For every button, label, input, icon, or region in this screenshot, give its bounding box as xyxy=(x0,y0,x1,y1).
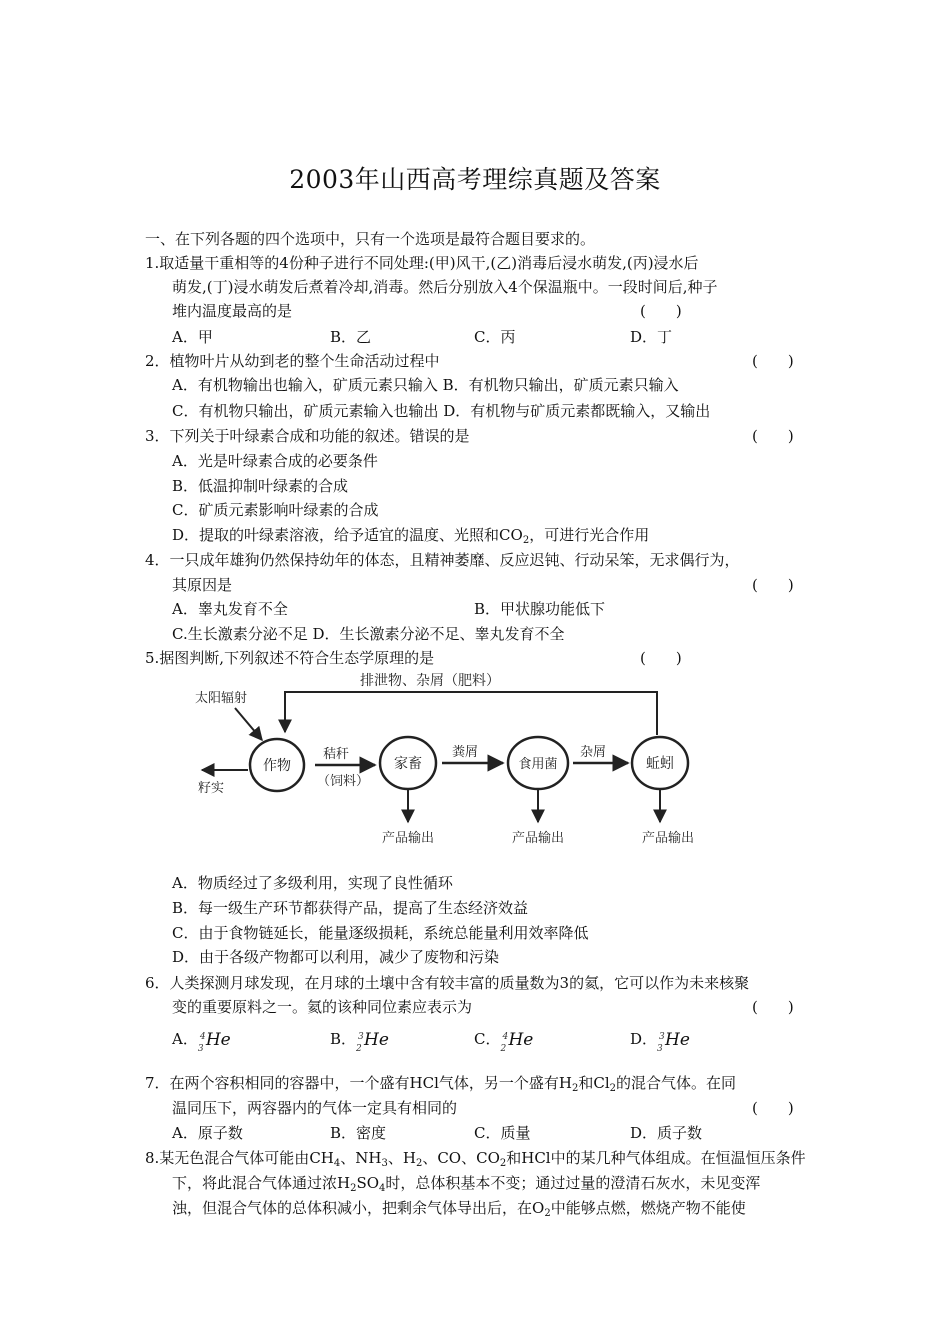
q7-line-1: 7．在两个容积相同的容器中，一个盛有HCl气体，另一个盛有$H_2$和$Cl_2$的混合气体。在同 xyxy=(145,1074,737,1094)
fodder-label: （饲料） xyxy=(317,774,370,789)
q6-option-c: C． 4 2 He xyxy=(474,1026,540,1052)
seeds-label: 籽实 xyxy=(198,781,225,796)
helium-isotope-a: 4 3 He xyxy=(197,1030,231,1054)
q5-answer-blank: ( ) xyxy=(640,649,682,667)
q4-answer-blank: ( ) xyxy=(752,576,794,594)
straw-label: 秸秆 xyxy=(323,747,350,762)
q6-line-2: 变的重要原料之一。氦的该种同位素应表示为 xyxy=(172,998,473,1016)
sun-arrow xyxy=(235,708,262,740)
q4-line-1: 4．一只成年雄狗仍然保持幼年的体态，且精神萎靡、反应迟钝、行动呆笨，无求偶行为， xyxy=(145,551,740,569)
q3-option-d: D．提取的叶绿素溶液，给予适宜的温度、光照和$CO_2$，可进行光合作用 xyxy=(172,526,650,546)
q3-option-c: C．矿质元素影响叶绿素的合成 xyxy=(172,501,379,519)
q8-line-1: 8.某无色混合气体可能由$CH_4$、$NH_3$、$H_2$、CO、$CO_2$和HCl中的某几种气体组成。在恒温恒压条件 xyxy=(145,1149,806,1169)
q8-line-2: 下，将此混合气体通过浓$H_2SO_4$时，总体积基本不变；通过过量的澄清石灰水，未见变浑 xyxy=(172,1174,761,1194)
q7-option-b: B．密度 xyxy=(330,1124,387,1142)
dung-label: 粪屑 xyxy=(452,745,479,760)
q4-line-2: 其原因是 xyxy=(172,576,233,594)
output-label-2: 产品输出 xyxy=(511,831,565,846)
q6-answer-blank: ( ) xyxy=(752,998,794,1016)
q8-line-3: 浊，但混合气体的总体积减小，把剩余气体导出后，在$O_2$中能够点燃，燃烧产物不能使 xyxy=(172,1199,746,1219)
q5-stem: 5.据图判断,下列叙述不符合生态学原理的是 xyxy=(145,649,435,667)
q3-stem: 3．下列关于叶绿素合成和功能的叙述。错误的是 xyxy=(145,427,470,445)
q1-line-1: 1.取适量干重相等的4份种子进行不同处理:(甲)风干,(乙)消毒后浸水萌发,(丙)浸水后 xyxy=(145,254,699,272)
sun-label: 太阳辐射 xyxy=(195,691,248,706)
helium-isotope-b: 3 2 He xyxy=(356,1030,389,1054)
crop-label: 作物 xyxy=(263,758,291,774)
residue-label: 杂屑 xyxy=(580,745,607,760)
q3-option-b: B．低温抑制叶绿素的合成 xyxy=(172,477,349,495)
output-label-3: 产品输出 xyxy=(641,831,695,846)
q1-line-3: 堆内温度最高的是 xyxy=(172,302,293,320)
q4-option-b: B．甲状腺功能低下 xyxy=(474,600,606,618)
eco-agriculture-diagram xyxy=(190,670,730,850)
q3-answer-blank: ( ) xyxy=(752,427,794,445)
q2-stem: 2．植物叶片从幼到老的整个生命活动过程中 xyxy=(145,352,440,370)
fungi-label: 食用菌 xyxy=(518,757,558,772)
q7-option-a: A．原子数 xyxy=(172,1124,243,1142)
q7-option-c: C．质量 xyxy=(474,1124,531,1142)
q5-option-c: C．由于食物链延长，能量逐级损耗，系统总能量利用效率降低 xyxy=(172,924,589,942)
q5-option-d: D．由于各级产物都可以利用，减少了废物和污染 xyxy=(172,948,500,966)
livestock-label: 家畜 xyxy=(394,756,422,772)
helium-isotope-d: 3 3 He xyxy=(657,1030,690,1054)
q5-option-a: A．物质经过了多级利用，实现了良性循环 xyxy=(172,874,453,892)
q2-options-ab: A．有机物输出也输入，矿质元素只输入 B．有机物只输出，矿质元素只输入 xyxy=(172,376,679,394)
q5-option-b: B．每一级生产环节都获得产品，提高了生态经济效益 xyxy=(172,899,529,917)
q1-option-d: D．丁 xyxy=(630,328,673,346)
q1-option-c: C．丙 xyxy=(474,328,516,346)
q6-line-1: 6．人类探测月球发现，在月球的土壤中含有较丰富的质量数为3的氦，它可以作为未来核聚 xyxy=(145,974,750,992)
output-label-1: 产品输出 xyxy=(381,831,435,846)
helium-isotope-c: 4 2 He xyxy=(500,1030,534,1054)
q2-answer-blank: ( ) xyxy=(752,352,794,370)
q7-answer-blank: ( ) xyxy=(752,1099,794,1117)
q6-option-b: B． 3 2 He xyxy=(330,1026,396,1052)
q6-option-a: A． 4 3 He xyxy=(172,1026,238,1052)
q7-line-2: 温同压下，两容器内的气体一定具有相同的 xyxy=(172,1099,458,1117)
q6-option-d: D． 3 3 He xyxy=(630,1026,697,1052)
q3-option-a: A．光是叶绿素合成的必要条件 xyxy=(172,452,378,470)
section-heading: 一、在下列各题的四个选项中，只有一个选项是最符合题目要求的。 xyxy=(145,230,596,248)
page-title: 2003年山西高考理综真题及答案 xyxy=(289,165,661,194)
q1-line-2: 萌发,(丁)浸水萌发后煮着冷却,消毒。然后分别放入4个保温瓶中。一段时间后,种子 xyxy=(172,278,718,296)
q1-option-b: B．乙 xyxy=(330,328,372,346)
q2-options-cd: C．有机物只输出，矿质元素输入也输出 D．有机物与矿质元素都既输入，又输出 xyxy=(172,402,711,420)
q4-options-cd: C.生长激素分泌不足 D．生长激素分泌不足、睾丸发育不全 xyxy=(172,625,565,643)
q7-option-d: D．质子数 xyxy=(630,1124,703,1142)
loop-line xyxy=(285,692,657,735)
q4-option-a: A．睾丸发育不全 xyxy=(172,600,288,618)
top-loop-label: 排泄物、杂屑（肥料） xyxy=(360,673,500,689)
earthworm-label: 蚯蚓 xyxy=(646,756,674,772)
q1-option-a: A．甲 xyxy=(172,328,213,346)
q1-answer-blank: ( ) xyxy=(640,302,682,320)
